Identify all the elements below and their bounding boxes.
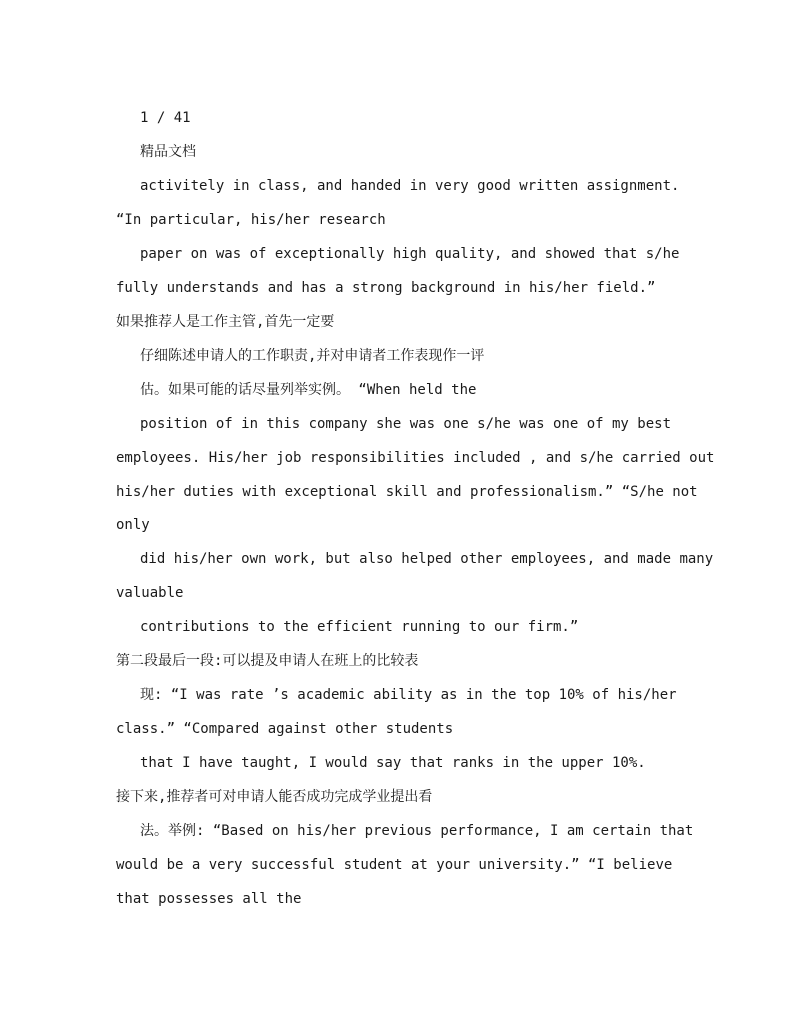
text-line: 第二段最后一段:可以提及申请人在班上的比较表 — [116, 653, 419, 669]
text-line: did his/her own work, but also helped other employees, and made many — [140, 551, 714, 567]
text-line: 现: “I was rate ’s academic ability as in the top 10% of his/her — [140, 687, 677, 703]
text-line: 如果推荐人是工作主管,首先一定要 — [116, 314, 335, 330]
text-line: “In particular, his/her research — [116, 212, 386, 228]
text-line: class.” “Compared against other students — [116, 721, 454, 737]
header-label: 精品文档 — [140, 144, 196, 160]
page-number: 1 / 41 — [140, 110, 191, 126]
text-line: that I have taught, I would say that ranks in the upper 10%. — [140, 755, 646, 771]
text-line: 法。举例: “Based on his/her previous performance, I am certain that — [140, 823, 694, 839]
text-line: valuable — [116, 585, 184, 601]
text-line: fully understands and has a strong background in his/her field.” — [116, 280, 656, 296]
text-line: contributions to the efficient running to our firm.” — [140, 619, 579, 635]
text-line: activitely in class, and handed in very good written assignment. — [140, 178, 680, 194]
text-line: paper on was of exceptionally high quality, and showed that s/he — [140, 246, 680, 262]
text-line: 仔细陈述申请人的工作职责,并对申请者工作表现作一评 — [140, 348, 485, 364]
text-line: only — [116, 517, 150, 533]
text-line: 接下来,推荐者可对申请人能否成功完成学业提出看 — [116, 789, 433, 805]
text-line: his/her duties with exceptional skill and professionalism.” “S/he not — [116, 484, 698, 500]
text-line: that possesses all the — [116, 891, 302, 907]
text-line: would be a very successful student at your university.” “I believe — [116, 857, 673, 873]
text-line: 估。如果可能的话尽量列举实例。 “When held the — [140, 382, 477, 398]
text-line: employees. His/her job responsibilities included , and s/he carried out — [116, 450, 715, 466]
text-line: position of in this company she was one s/he was one of my best — [140, 416, 672, 432]
